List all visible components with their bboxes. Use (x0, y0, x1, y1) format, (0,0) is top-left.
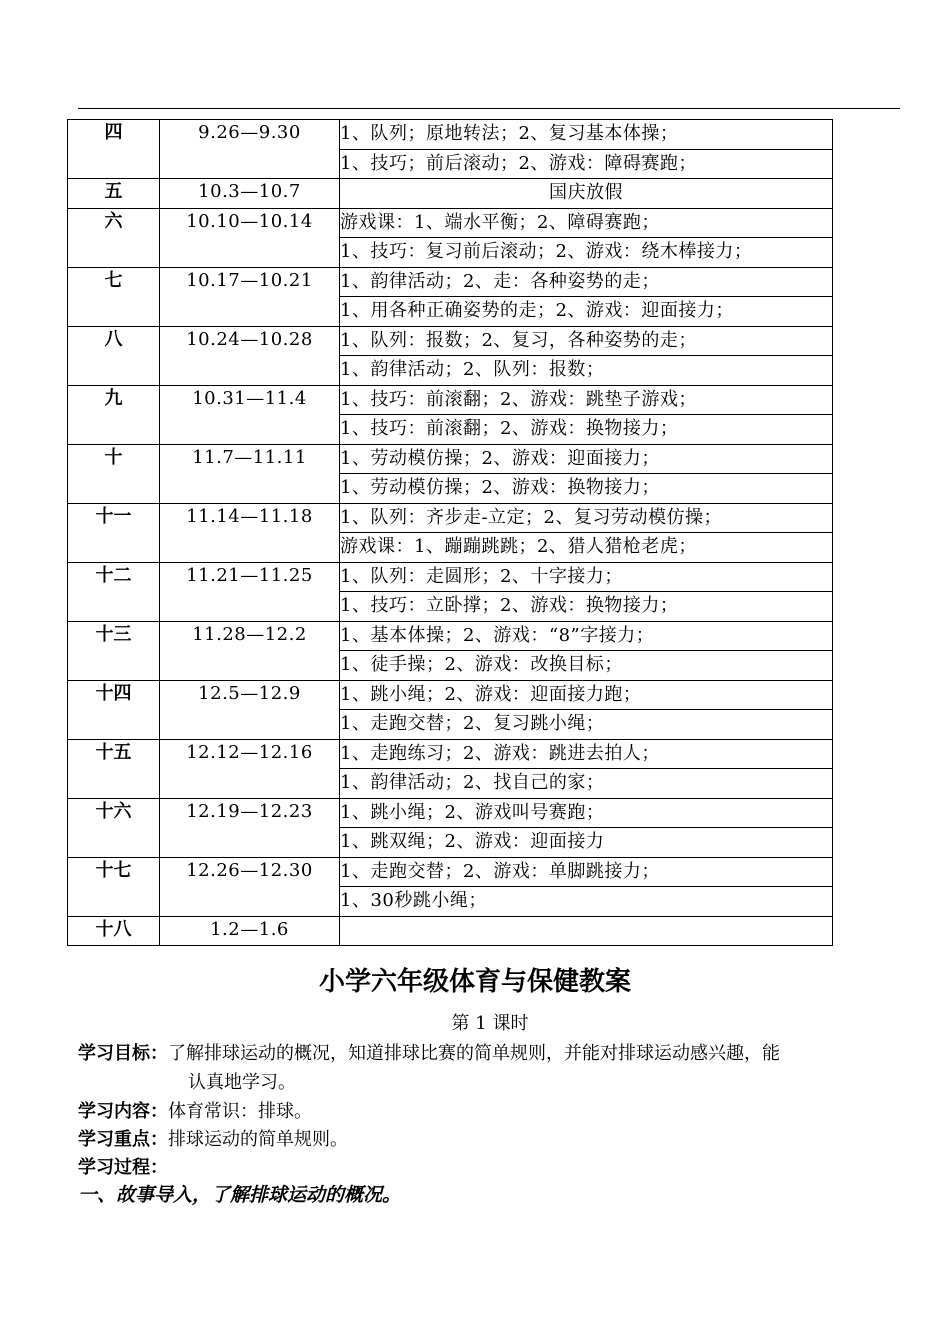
lesson-content-cell: 1、队列：齐步走-立定；2、复习劳动模仿操； (340, 503, 833, 533)
lesson-content-cell: 国庆放假 (340, 179, 833, 209)
week-dates: 9.26—9.30 (160, 120, 340, 179)
schedule-row (68, 503, 833, 533)
schedule-row (68, 857, 833, 887)
lesson-content-cell: 1、跳小绳；2、游戏叫号赛跑； (340, 798, 833, 828)
week-number: 十五 (68, 739, 160, 798)
lesson-content-cell: 1、跳小绳；2、游戏：迎面接力跑； (340, 680, 833, 710)
week-dates: 10.31—11.4 (160, 385, 340, 444)
week-number: 十四 (68, 680, 160, 739)
lesson-content-cell: 1、徒手操；2、游戏：改换目标； (340, 651, 833, 681)
schedule-row (68, 326, 833, 356)
schedule-row (68, 680, 833, 710)
schedule-row (68, 179, 833, 209)
lesson-content-cell: 1、技巧：前滚翻；2、游戏：换物接力； (340, 415, 833, 445)
week-number: 十七 (68, 857, 160, 916)
lesson-content-cell: 游戏课：1、端水平衡；2、障碍赛跑； (340, 208, 833, 238)
lesson-content-cell: 1、30秒跳小绳； (340, 887, 833, 917)
week-number: 十三 (68, 621, 160, 680)
schedule-table (67, 119, 833, 946)
learning-goal (78, 1039, 908, 1097)
schedule-row (68, 621, 833, 651)
schedule-row (68, 120, 833, 150)
schedule-row (68, 444, 833, 474)
lesson-content-cell: 1、跳双绳；2、游戏：迎面接力 (340, 828, 833, 858)
process-label: 学习过程： (78, 1157, 168, 1178)
goal-text: 了解排球运动的概况，知道排球比赛的简单规则，并能对排球运动感兴趣，能 (168, 1043, 780, 1064)
week-dates: 12.5—12.9 (160, 680, 340, 739)
learning-content (78, 1097, 908, 1126)
lesson-content-cell: 1、劳动模仿操；2、游戏：换物接力； (340, 474, 833, 504)
week-dates: 11.21—11.25 (160, 562, 340, 621)
week-number: 六 (68, 208, 160, 267)
week-number: 五 (68, 179, 160, 209)
week-number: 十一 (68, 503, 160, 562)
week-number: 九 (68, 385, 160, 444)
schedule-row (68, 739, 833, 769)
lesson-title: 小学六年级体育与保健教案 (318, 967, 631, 997)
lesson-content-cell: 1、技巧：前滚翻；2、游戏：跳垫子游戏； (340, 385, 833, 415)
lesson-subtitle: 第 1 课时 (451, 1013, 529, 1034)
learning-process (78, 1153, 908, 1182)
week-dates: 10.3—10.7 (160, 179, 340, 209)
lesson-content-cell: 1、劳动模仿操；2、游戏：迎面接力； (340, 444, 833, 474)
week-dates: 10.17—10.21 (160, 267, 340, 326)
lesson-content-cell: 1、韵律活动；2、走：各种姿势的走； (340, 267, 833, 297)
focus-text: 排球运动的简单规则。 (168, 1129, 348, 1150)
week-dates: 12.12—12.16 (160, 739, 340, 798)
schedule-row (68, 267, 833, 297)
schedule-body (68, 120, 833, 946)
schedule-row (68, 208, 833, 238)
week-dates: 11.14—11.18 (160, 503, 340, 562)
lesson-content-cell: 1、队列：走圆形；2、十字接力； (340, 562, 833, 592)
lesson-content-cell (340, 916, 833, 946)
week-number: 十二 (68, 562, 160, 621)
lesson-content-cell: 1、走跑练习；2、游戏：跳进去拍人； (340, 739, 833, 769)
schedule-row (68, 916, 833, 946)
lesson-content-cell: 1、走跑交替；2、复习跳小绳； (340, 710, 833, 740)
learning-focus (78, 1125, 908, 1154)
lesson-content-cell: 1、走跑交替；2、游戏：单脚跳接力； (340, 857, 833, 887)
week-dates: 1.2—1.6 (160, 916, 340, 946)
week-dates: 10.24—10.28 (160, 326, 340, 385)
goal-label: 学习目标： (78, 1043, 168, 1064)
lesson-content-cell: 1、技巧：立卧撑；2、游戏：换物接力； (340, 592, 833, 622)
week-number: 十六 (68, 798, 160, 857)
week-dates: 12.19—12.23 (160, 798, 340, 857)
lesson-content-cell: 1、基本体操；2、游戏：“8”字接力； (340, 621, 833, 651)
lesson-content-cell: 1、韵律活动；2、找自己的家； (340, 769, 833, 799)
week-number: 十八 (68, 916, 160, 946)
week-dates: 11.28—12.2 (160, 621, 340, 680)
week-number: 十 (68, 444, 160, 503)
lesson-content-cell: 1、技巧：复习前后滚动；2、游戏：绕木棒接力； (340, 238, 833, 268)
header-rule (78, 108, 900, 109)
week-number: 八 (68, 326, 160, 385)
week-dates: 10.10—10.14 (160, 208, 340, 267)
goal-text-continued: 认真地学习。 (188, 1072, 296, 1093)
schedule-row (68, 385, 833, 415)
content-text: 体育常识：排球。 (168, 1101, 312, 1122)
lesson-content-cell: 1、用各种正确姿势的走；2、游戏：迎面接力； (340, 297, 833, 327)
focus-label: 学习重点： (78, 1129, 168, 1150)
process-step-1: 一、故事导入，了解排球运动的概况。 (78, 1184, 402, 1206)
lesson-content-cell: 游戏课：1、蹦蹦跳跳；2、猎人猎枪老虎； (340, 533, 833, 563)
schedule-row (68, 562, 833, 592)
week-dates: 11.7—11.11 (160, 444, 340, 503)
lesson-content-cell: 1、技巧；前后滚动；2、游戏：障碍赛跑； (340, 149, 833, 179)
schedule-row (68, 798, 833, 828)
week-number: 七 (68, 267, 160, 326)
lesson-content-cell: 1、韵律活动；2、队列：报数； (340, 356, 833, 386)
lesson-content-cell: 1、队列：报数；2、复习，各种姿势的走； (340, 326, 833, 356)
content-label: 学习内容： (78, 1101, 168, 1122)
week-number: 四 (68, 120, 160, 179)
week-dates: 12.26—12.30 (160, 857, 340, 916)
lesson-content-cell: 1、队列；原地转法；2、复习基本体操； (340, 120, 833, 150)
